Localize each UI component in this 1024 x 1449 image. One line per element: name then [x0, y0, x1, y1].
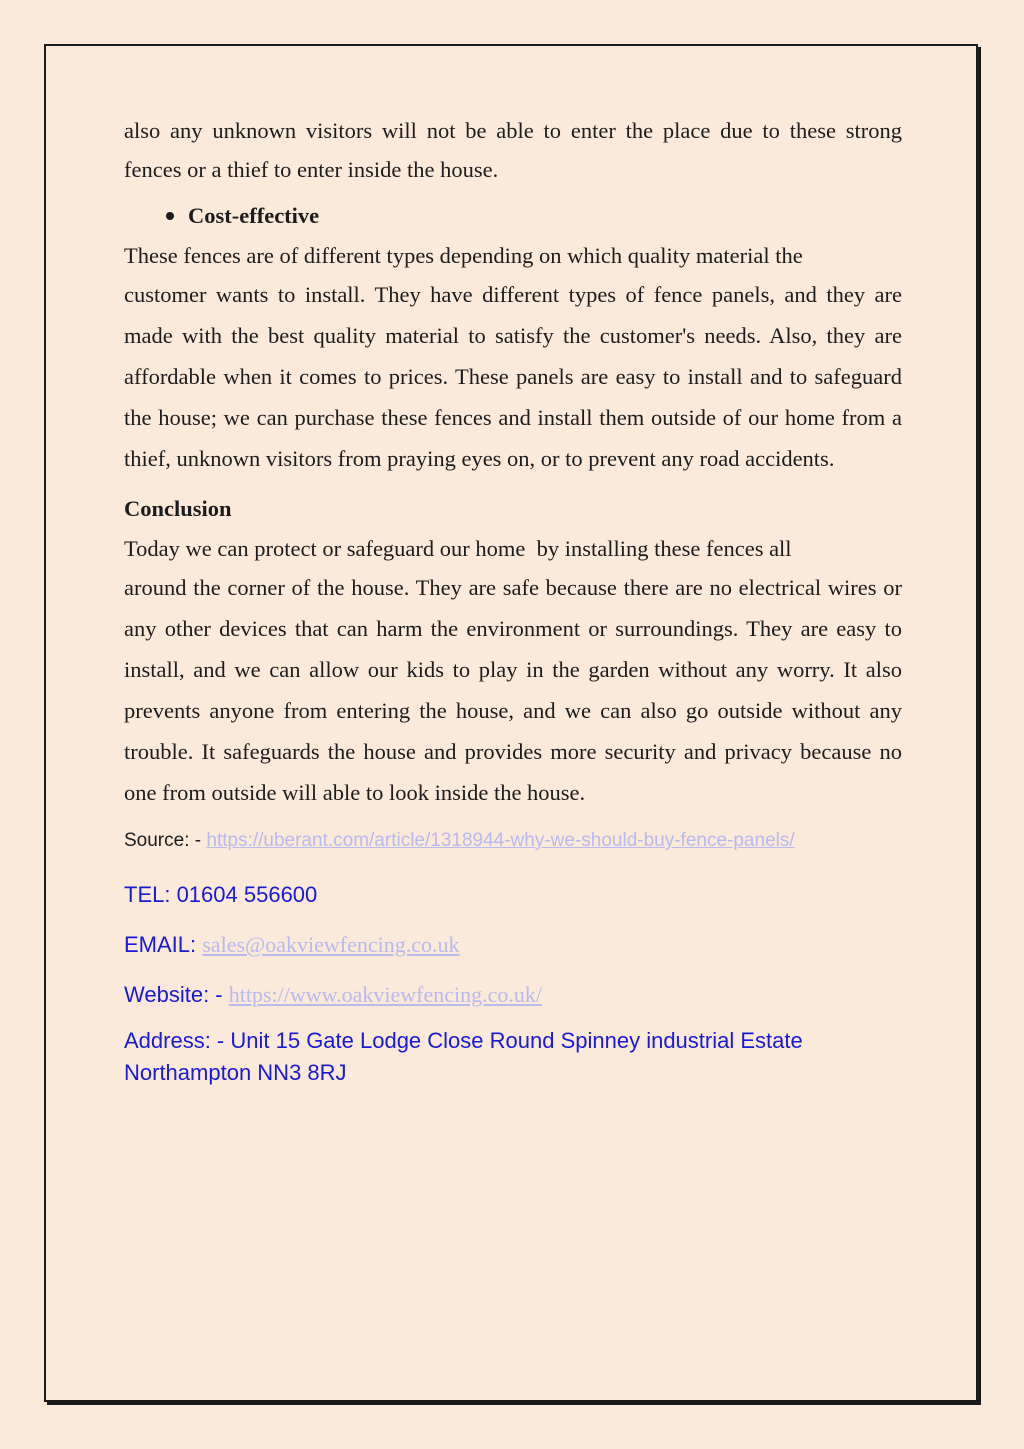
- cost-effective-heading: Cost-effective: [188, 203, 320, 228]
- contact-tel: TEL: 01604 556600: [124, 882, 318, 907]
- conclusion-first-line: Today we can protect or safeguard our home by installing these fences all: [124, 536, 792, 561]
- cost-effective-first-line: These fences are of different types depending on which quality material the: [124, 243, 803, 268]
- bullet-dot-icon: [166, 212, 174, 220]
- intro-line-2: fences or a thief to enter inside the house.: [124, 157, 499, 182]
- source-label: Source: -: [124, 830, 207, 851]
- email-link[interactable]: sales@oakviewfencing.co.uk: [202, 932, 460, 957]
- contact-address-line-2: Northampton NN3 8RJ: [124, 1060, 347, 1085]
- document-content: [124, 113, 902, 1089]
- website-link[interactable]: https://www.oakviewfencing.co.uk/: [228, 982, 542, 1007]
- email-label: EMAIL:: [124, 932, 203, 957]
- bullet-cost-effective: [124, 198, 902, 234]
- source-line: [124, 825, 902, 857]
- cost-effective-body: customer wants to install. They have different types of fence panels, and they are made with the best quality material to satisfy the customer's needs. Also, they are affordable when it comes to prices. These panels are easy to install and to safeguard the house; we can purchase these fences and install them outside of our home from a thief, unknown visitors from praying eyes on, or to prevent any road accidents.: [124, 282, 902, 471]
- contact-website-line: [124, 979, 902, 1011]
- intro-line-1: also any unknown visitors will not be able to enter the place due to these strong: [124, 118, 902, 143]
- contact-email-line: [124, 929, 902, 961]
- conclusion-heading: Conclusion: [124, 496, 232, 521]
- source-link[interactable]: https://uberant.com/article/1318944-why-we-should-buy-fence-panels/: [206, 830, 795, 851]
- website-label: Website: -: [124, 982, 229, 1007]
- contact-address-line-1: Address: - Unit 15 Gate Lodge Close Round Spinney industrial Estate: [124, 1028, 803, 1053]
- conclusion-body: around the corner of the house. They are safe because there are no electrical wires or any other devices that can harm the environment or surroundings. They are easy to install, and we can allow our kids to play in the garden without any worry. It also prevents anyone from entering the house, and we can also go outside without any trouble. It safeguards the house and provides more security and privacy because no one from outside will able to look inside the house.: [124, 575, 902, 805]
